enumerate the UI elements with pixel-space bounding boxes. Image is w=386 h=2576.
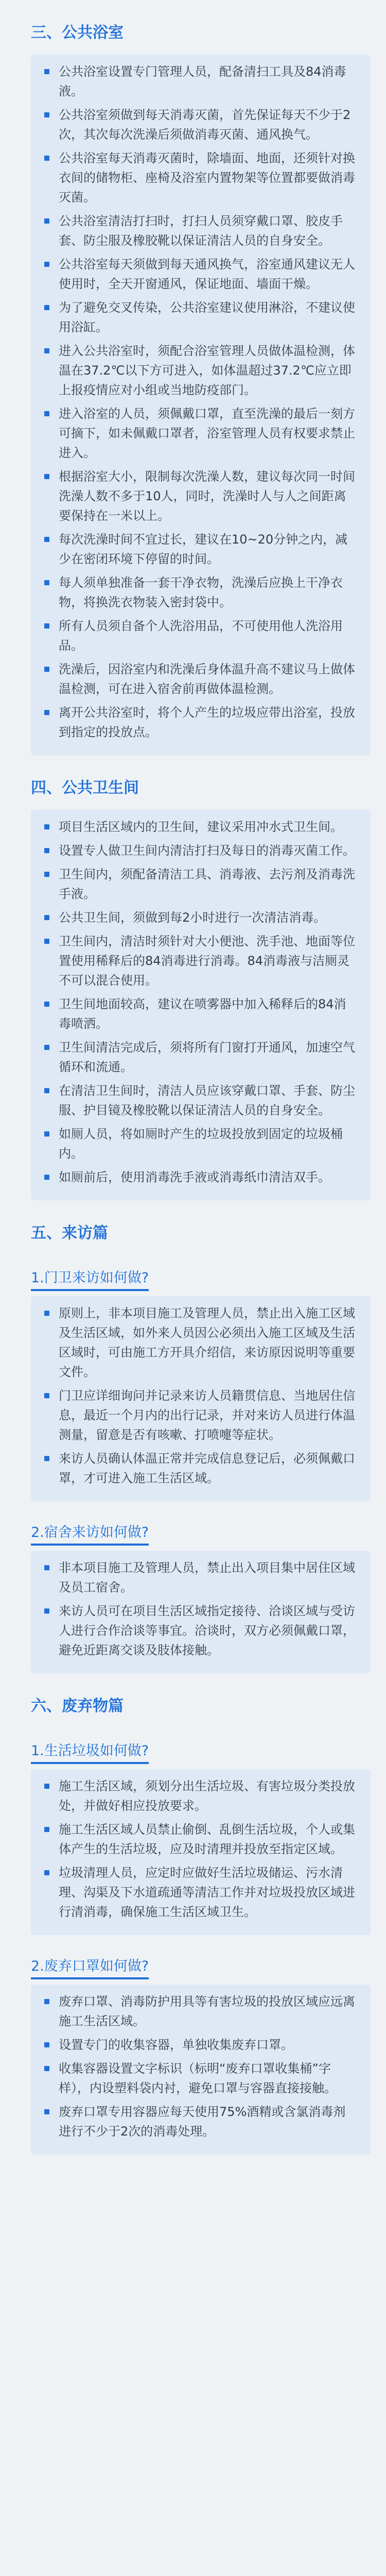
list-item-text: 门卫应详细询问并记录来访人员籍贯信息、当地居住信息，最近一个月内的出行记录，并对来访人员进行体温测量，留意是否有咳嗽、打喷嚏等症状。 (59, 1388, 355, 1442)
content-card (31, 55, 371, 755)
list-item (44, 1776, 357, 1816)
list-item (44, 62, 357, 101)
list-item-text: 为了避免交叉传染，公共浴室建议使用淋浴，不建议使用浴缸。 (59, 300, 355, 334)
square-bullet-icon (44, 915, 49, 920)
square-bullet-icon (44, 1608, 49, 1614)
section-title: 三、公共浴室 (31, 24, 124, 42)
spacer (0, 1935, 386, 1943)
square-bullet-icon (44, 262, 49, 267)
list-item-text: 设置专人做卫生间内清洁打扫及每日的消毒灭菌工作。 (59, 843, 355, 858)
square-bullet-icon (44, 1565, 49, 1570)
content-card (31, 1296, 371, 1501)
list-item (44, 931, 357, 990)
list-item-text: 每人须单独准备一套干净衣物，洗澡后应换上干净衣物，将换洗衣物装入密封袋中。 (59, 575, 343, 609)
list-item (44, 467, 357, 526)
list-item-text: 在清洁卫生间时，清洁人员应该穿戴口罩、手套、防尘服、护目镜及橡胶靴以保证清洁人员的自身安全。 (59, 1083, 355, 1117)
list-item-text: 如厕人员，将如厕时产生的垃圾投放到固定的垃圾桶内。 (59, 1127, 343, 1161)
square-bullet-icon (44, 872, 49, 877)
list-item-text: 施工生活区域，须划分出生活垃圾、有害垃圾分类投放处，并做好相应投放要求。 (59, 1779, 355, 1813)
content-card (31, 810, 371, 1200)
list-item (44, 1303, 357, 1382)
list-item-text: 进入浴室的人员，须佩戴口罩，直至洗澡的最后一刻方可摘下，如未佩戴口罩者，浴室管理人员有权要求禁止进入。 (59, 406, 355, 460)
section (0, 1673, 386, 2155)
square-bullet-icon (44, 1393, 49, 1398)
square-bullet-icon (44, 1784, 49, 1789)
list-item (44, 1558, 357, 1597)
list-item (44, 841, 357, 860)
subsection-title: 2.废弃口罩如何做? (31, 1957, 149, 1979)
list-item (44, 994, 357, 1033)
square-bullet-icon (44, 824, 49, 829)
square-bullet-icon (44, 710, 49, 715)
square-bullet-icon (44, 1311, 49, 1316)
list-item (44, 255, 357, 294)
list-item-text: 卫生间清洁完成后，须将所有门窗打开通风，加速空气循环和流通。 (59, 1040, 355, 1074)
list-item (44, 341, 357, 400)
list-item (44, 2059, 357, 2098)
list-item-text: 原则上，非本项目施工及管理人员，禁止出入施工区域及生活区域，如外来人员因公必须出入施工区域及生活区域时，可由施工方开具介绍信，来访原因说明等重要文件。 (59, 1306, 355, 1379)
list-item (44, 211, 357, 250)
list-item (44, 1820, 357, 1859)
square-bullet-icon (44, 580, 49, 585)
list-item-text: 洗澡后，因浴室内和洗澡后身体温升高不建议马上做体温检测，可在进入宿舍前再做体温检测。 (59, 662, 355, 696)
list-item-text: 公共浴室每天消毒灭菌时，除墙面、地面，还须针对换衣间的储物柜、座椅及浴室内置物架等位置都要做消毒灭菌。 (59, 151, 355, 205)
list-item (44, 1992, 357, 2031)
list-item (44, 616, 357, 655)
list-item (44, 1601, 357, 1660)
list-item-text: 来访人员可在项目生活区域指定接待、洽谈区域与受访人进行合作洽谈等事宜。洽谈时，双方必须佩戴口罩，避免近距离交谈及肢体接触。 (59, 1604, 355, 1657)
section-title: 四、公共卫生间 (31, 779, 139, 797)
square-bullet-icon (44, 1827, 49, 1832)
list-item-text: 收集容器设置文字标识（标明“废弃口罩收集桶”字样），内设塑料袋内衬，避免口罩与容器直接接触。 (59, 2061, 337, 2095)
square-bullet-icon (44, 1088, 49, 1093)
square-bullet-icon (44, 2066, 49, 2071)
list-item-text: 垃圾清理人员，应定时应做好生活垃圾储运、污水清理、沟渠及下水道疏通等清洁工作并对垃圾投放区域进行清消毒，确保施工生活区域卫生。 (59, 1866, 355, 1919)
list-item (44, 2035, 357, 2055)
list-item (44, 1038, 357, 1077)
subsection-title: 2.宿舍来访如何做? (31, 1523, 149, 1546)
list-item-text: 项目生活区域内的卫生间，建议采用冲水式卫生间。 (59, 820, 343, 834)
spacer (0, 1501, 386, 1510)
square-bullet-icon (44, 1456, 49, 1461)
list-item-text: 废弃口罩专用容器应每天使用75%酒精或含氯消毒剂进行不少于2次的消毒处理。 (59, 2105, 346, 2139)
list-item-text: 每次洗澡时间不宜过长，建议在10~20分钟之内，减少在密闭环境下停留的时间。 (59, 532, 348, 566)
list-item (44, 404, 357, 463)
square-bullet-icon (44, 939, 49, 944)
list-item (44, 148, 357, 207)
list-item (44, 659, 357, 699)
square-bullet-icon (44, 2042, 49, 2047)
list-item-text: 进入公共浴室时，须配合浴室管理人员做体温检测，体温在37.2℃以下方可进入，如体温超过37.2℃应立即上报疫情应对小组或当地防疫部门。 (59, 344, 355, 397)
list-item-text: 施工生活区域人员禁止偷倒、乱倒生活垃圾，个人或集体产生的生活垃圾，应及时清理并投放至指定区域。 (59, 1822, 355, 1856)
list-item (44, 298, 357, 337)
square-bullet-icon (44, 1045, 49, 1050)
subsection-title: 1.门卫来访如何做? (31, 1268, 149, 1291)
square-bullet-icon (44, 305, 49, 310)
list-item (44, 105, 357, 144)
list-item (44, 573, 357, 612)
square-bullet-icon (44, 112, 49, 117)
square-bullet-icon (44, 411, 49, 416)
list-item (44, 1863, 357, 1922)
section (0, 755, 386, 1200)
square-bullet-icon (44, 156, 49, 161)
list-item-text: 废弃口罩、消毒防护用具等有害垃圾的投放区域应远离施工生活区域。 (59, 1994, 355, 2028)
subsection-title: 1.生活垃圾如何做? (31, 1741, 149, 1764)
list-item (44, 865, 357, 904)
content-card (31, 1551, 371, 1673)
list-item-text: 卫生间内，清洁时须针对大小便池、洗手池、地面等位置使用稀释后的84消毒进行消毒。84消毒液与洁厕灵不可以混合使用。 (59, 934, 355, 988)
square-bullet-icon (44, 474, 49, 479)
square-bullet-icon (44, 623, 49, 629)
square-bullet-icon (44, 218, 49, 224)
list-item (44, 2102, 357, 2141)
list-item (44, 703, 357, 742)
square-bullet-icon (44, 1999, 49, 2004)
list-item (44, 530, 357, 569)
square-bullet-icon (44, 2109, 49, 2114)
list-item-text: 公共浴室设置专门管理人员，配备清扫工具及84消毒液。 (59, 64, 346, 98)
square-bullet-icon (44, 1002, 49, 1007)
list-item-text: 公共卫生间，须做到每2小时进行一次清洁消毒。 (59, 910, 326, 925)
square-bullet-icon (44, 69, 49, 74)
list-item (44, 1124, 357, 1163)
list-item-text: 公共浴室须做到每天消毒灭菌，首先保证每天不少于2次，其次每次洗澡后须做消毒灭菌、通风换气。 (59, 108, 351, 142)
content-card (31, 1985, 371, 2155)
section-title: 六、废弃物篇 (31, 1697, 124, 1715)
list-item (44, 1167, 357, 1187)
list-item (44, 908, 357, 927)
square-bullet-icon (44, 667, 49, 672)
list-item-text: 非本项目施工及管理人员，禁止出入项目集中居住区域及员工宿舍。 (59, 1561, 355, 1595)
square-bullet-icon (44, 1870, 49, 1875)
list-item-text: 所有人员须自备个人洗浴用品，不可使用他人洗浴用品。 (59, 619, 343, 653)
list-item (44, 1081, 357, 1120)
section (0, 0, 386, 755)
content-card (31, 1769, 371, 1935)
list-item-text: 公共浴室每天须做到每天通风换气，浴室通风建议无人使用时，全天开窗通风，保证地面、墙面干燥。 (59, 257, 355, 291)
list-item-text: 公共浴室清洁打扫时，打扫人员须穿戴口罩、胶皮手套、防尘服及橡胶靴以保证清洁人员的自身安全。 (59, 214, 343, 248)
list-item (44, 1386, 357, 1445)
list-item-text: 设置专门的收集容器，单独收集废弃口罩。 (59, 2038, 293, 2052)
list-item (44, 817, 357, 837)
list-item-text: 根据浴室大小，限制每次洗澡人数，建议每次同一时间洗澡人数不多于10人，同时，洗澡时人与人之间距离要保持在一米以上。 (59, 469, 355, 523)
list-item-text: 卫生间内，须配备清洁工具、消毒液、去污剂及消毒洗手液。 (59, 867, 355, 901)
list-item-text: 离开公共浴室时，将个人产生的垃圾应带出浴室，投放到指定的投放点。 (59, 705, 355, 739)
square-bullet-icon (44, 1131, 49, 1137)
list-item-text: 如厕前后，使用消毒洗手液或消毒纸巾清洁双手。 (59, 1170, 330, 1184)
list-item-text: 来访人员确认体温正常并完成信息登记后，必须佩戴口罩，才可进入施工生活区域。 (59, 1451, 355, 1485)
list-item (44, 1449, 357, 1488)
square-bullet-icon (44, 1175, 49, 1180)
square-bullet-icon (44, 348, 49, 353)
square-bullet-icon (44, 848, 49, 853)
section (0, 1200, 386, 1673)
list-item-text: 卫生间地面较高，建议在喷雾器中加入稀释后的84消毒喷洒。 (59, 997, 346, 1031)
square-bullet-icon (44, 537, 49, 542)
section-title: 五、来访篇 (31, 1224, 108, 1242)
